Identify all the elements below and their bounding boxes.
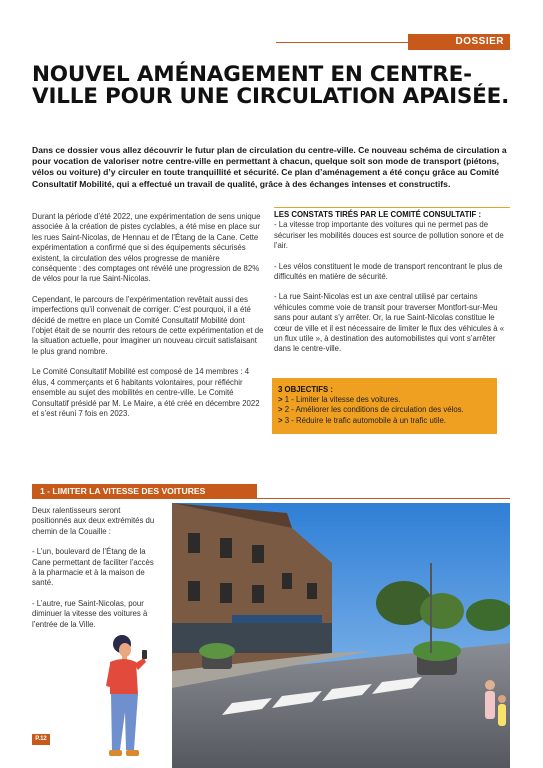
paragraph-experimentation: Durant la période d’été 2022, une expérimentation de sens unique associée à la création de pistes cyclables, a été mise en place sur les rues Saint-Nicolas, de Hennau et de l’Étang de la Cane. Cette expérimentation a confirmé que si des équipements sécurisés existent, la circulation des vélos progresse de manière conséquente : des comptages ont révélé une progression de 82% de vélos pour la rue Saint-Nicolas. [32, 212, 261, 284]
constats-block [274, 210, 510, 365]
objectifs-title: 3 OBJECTIFS : [278, 385, 334, 394]
section-heading: 1 - LIMITER LA VITESSE DES VOITURES [32, 484, 257, 498]
constat-item: - La rue Saint-Nicolas est un axe central utilisé par certains véhicules comme voie de transit pour traverser Montfort-sur-Meu sans pour autant s’y arrêter. Or, la rue Saint-Nicolas constitue le cœur de ville et il est nécessaire de limiter le flux des véhicules à « un flux utile », à destination des automobilistes qui vont s’arrêter dans le centre-ville. [274, 292, 505, 354]
section-paragraph: - L’un, boulevard de l’Étang de la Cane permettant de faciliter l’accès à la pharmacie et à la maison de santé. [32, 547, 154, 588]
objectif-item: > 2 - Améliorer les conditions de circulation des vélos. [278, 405, 464, 415]
page-title: NOUVEL AMÉNAGEMENT EN CENTRE-VILLE POUR UNE CIRCULATION APAISÉE. [32, 62, 510, 109]
page-number: P.12 [32, 734, 50, 745]
left-column [32, 212, 264, 429]
constat-item: - La vitesse trop importante des voitures qui ne permet pas de sécuriser les mobilités douces est source de pollution sonore et de l’air. [274, 220, 504, 251]
objectif-item: > 3 - Réduire le trafic automobile à un trafic utile. [278, 415, 446, 425]
street-photo [172, 503, 510, 768]
paragraph-imperfections: Cependant, le parcours de l’expérimentation revêtait aussi des imperfections qu’il convenait de corriger. C’est pourquoi, il a été décidé de mettre en place un Comité Consultatif Mobilité dont l’objet était de se nourrir des retours de cette expérimentation et de la situation actuelle, pour imaginer un nouveau circuit satisfaisant le plus grand nombre. [32, 294, 264, 356]
section-text [32, 506, 160, 640]
paragraph-comite: Le Comité Consultatif Mobilité est composé de 14 membres : 4 élus, 4 commerçants et 6 habitants volontaires, pour réfléchir ensemble au sujet des mobilités en centre-ville. Le Comité Consultatif présidé par M. Le Maire, a été créé en décembre 2022 et s’est réuni 7 fois en 2023. [32, 367, 260, 418]
constats-rule [274, 207, 510, 208]
section-paragraph: Deux ralentisseurs seront positionnés aux deux extrémités du chemin de la Couaille : [32, 506, 155, 536]
section-paragraph: - L’autre, rue Saint-Nicolas, pour diminuer la vitesse des voitures à l’entrée de la Ville. [32, 598, 148, 629]
arrow-icon: > [278, 405, 285, 415]
intro-paragraph: Dans ce dossier vous allez découvrir le futur plan de circulation du centre-ville. Ce nouveau schéma de circulation a pour vocation de valoriser notre centre-ville en permettant à chacun, quelque soit son mode de transport (piétons, vélos ou voiture) d’y circuler en toute tranquillité et sécurité. Ce plan d’aménagement a été conçu grâce au Comité Consultatif Mobilité, qui a effectué un travail de qualité, grâce à des échanges intenses et constructifs. [32, 145, 507, 189]
objectifs-box [272, 378, 497, 434]
constats-title: LES CONSTATS TIRÉS PAR LE COMITÉ CONSULTATIF : [274, 210, 482, 219]
section-rule [32, 498, 510, 499]
arrow-icon: > [278, 415, 285, 425]
arrow-icon: > [278, 395, 285, 405]
person-illustration [98, 632, 168, 768]
objectif-item: > 1 - Limiter la vitesse des voitures. [278, 395, 401, 405]
constat-item: - Les vélos constituent le mode de transport rencontrant le plus de difficultés en matière de sécurité. [274, 261, 503, 282]
section-tag: DOSSIER [408, 34, 510, 50]
